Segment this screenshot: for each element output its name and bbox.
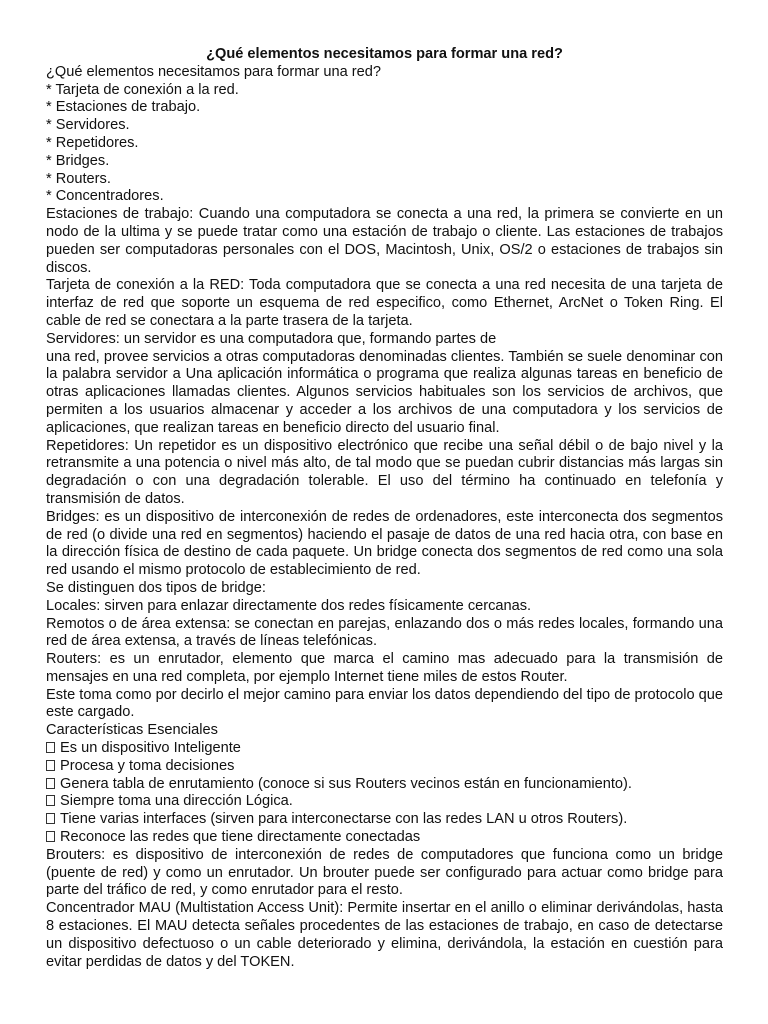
- list-item: [46, 758, 723, 776]
- checkbox-bullet-icon: [46, 778, 55, 789]
- list-item-label: Genera tabla de enrutamiento (conoce si sus Routers vecinos están en funcionamiento).: [60, 775, 632, 792]
- list-item: [46, 811, 723, 829]
- list-item: [46, 829, 723, 847]
- paragraph-estaciones: Estaciones de trabajo: Cuando una computadora se conecta a una red, la primera se convierte en un nodo de la ultima y se puede tratar como una estación de trabajo o cliente. Las estaciones de trabajos pueden ser computadoras personales con el DOS, Macintosh, Unix, OS/2 o estaciones de trabajos sin discos.: [46, 206, 723, 276]
- paragraph-locales: Locales: sirven para enlazar directamente dos redes físicamente cercanas.: [46, 597, 532, 614]
- list-item: * Bridges.: [46, 152, 110, 169]
- list-item: [46, 793, 723, 811]
- paragraph-repetidores: Repetidores: Un repetidor es un dispositivo electrónico que recibe una señal débil o de bajo nivel y la retransmite a una potencia o nivel más alto, de tal modo que se puedan cubrir distancias más largas sin degradación o con una degradación tolerable. El uso del término ha continuado en telefonía y transmisión de datos.: [46, 437, 723, 507]
- list-item-label: Tiene varias interfaces (sirven para interconectarse con las redes LAN u otros Routers).: [60, 811, 628, 828]
- list-item: * Routers.: [46, 170, 111, 187]
- list-item: * Servidores.: [46, 117, 130, 134]
- checkbox-bullet-icon: [46, 831, 55, 842]
- paragraph-servidores-first-line: Servidores: un servidor es una computadora que, formando partes de: [46, 330, 497, 347]
- checkbox-bullet-icon: [46, 795, 55, 806]
- list-item: * Tarjeta de conexión a la red.: [46, 81, 239, 98]
- elements-list: [46, 82, 723, 207]
- caracteristicas-list: [46, 740, 723, 847]
- list-item: [46, 740, 723, 758]
- list-item-label: Reconoce las redes que tiene directamente conectadas: [60, 829, 421, 846]
- intro-question: ¿Qué elementos necesitamos para formar una red?: [46, 63, 382, 80]
- list-item: * Repetidores.: [46, 134, 139, 151]
- paragraph-routers: Routers: es un enrutador, elemento que marca el camino mas adecuado para la transmisión de mensajes en una red completa, por ejemplo Internet tiene miles de estos Router.: [46, 651, 723, 685]
- paragraph-tarjeta: Tarjeta de conexión a la RED: Toda computadora que se conecta a una red necesita de una tarjeta de interfaz de red que soporte un esquema de red especifico, como Ethernet, ArcNet o Token Ring. El cable de red se conectara a la parte trasera de la tarjeta.: [46, 277, 723, 329]
- paragraph-brouters: Brouters: es dispositivo de interconexión de redes de computadores que funciona como un bridge (puente de red) y como un enrutador. Un brouter puede ser configurado para actuar como bridge para parte del tráfico de red, y como enrutador para el resto.: [46, 846, 723, 899]
- list-item-label: Siempre toma una dirección Lógica.: [60, 793, 293, 810]
- checkbox-bullet-icon: [46, 813, 55, 824]
- paragraph-concentrador: Concentrador MAU (Multistation Access Unit): Permite insertar en el anillo o eliminar derivándolas, hasta 8 estaciones. El MAU detecta señales procedentes de las estaciones de trabajo, en caso de detectarse un dispositivo defectuoso o un cable deteriorado y elimina, derivándola, la estación en cuestión para evitar perdidas de datos y del TOKEN.: [46, 900, 723, 970]
- list-item: * Estaciones de trabajo.: [46, 99, 201, 116]
- checkbox-bullet-icon: [46, 760, 55, 771]
- paragraph-servidores: una red, provee servicios a otras computadoras denominadas clientes. También se suele denominar con la palabra servidor a Una aplicación informática o programa que realiza algunas tareas en beneficio de otras aplicaciones llamadas clientes. Algunos servicios habituales son los servicios de archivos, que permiten a los usuarios almacenar y acceder a los archivos de una computadora y los servicios de aplicaciones, que realizan tareas en beneficio directo del usuario final.: [46, 348, 723, 436]
- document-title: ¿Qué elementos necesitamos para formar una red?: [206, 46, 563, 62]
- list-item: * Concentradores.: [46, 188, 164, 205]
- paragraph-remotos: Remotos o de área extensa: se conectan en parejas, enlazando dos o más redes locales, formando una red de área extensa, a través de líneas telefónicas.: [46, 615, 723, 650]
- list-item-label: Procesa y toma decisiones: [60, 757, 235, 774]
- paragraph-bridges: Bridges: es un dispositivo de interconexión de redes de ordenadores, este interconecta dos segmentos de red (o divide una red en segmentos) haciendo el pasaje de datos de una red hacia otra, con base en la dirección física de destino de cada paquete. Un bridge conecta dos segmentos de red como una sola red usando el mismo protocolo de establecimiento de red.: [46, 508, 723, 579]
- checkbox-bullet-icon: [46, 742, 55, 753]
- paragraph-routers-2: Este toma como por decirlo el mejor camino para enviar los datos dependiendo del tipo de protocolo que este cargado.: [46, 686, 723, 721]
- list-item-label: Es un dispositivo Inteligente: [60, 740, 241, 757]
- list-item: [46, 776, 723, 794]
- document-page: [46, 46, 723, 971]
- bridge-types-intro: Se distinguen dos tipos de bridge:: [46, 579, 266, 596]
- caracteristicas-title: Características Esenciales: [46, 722, 218, 739]
